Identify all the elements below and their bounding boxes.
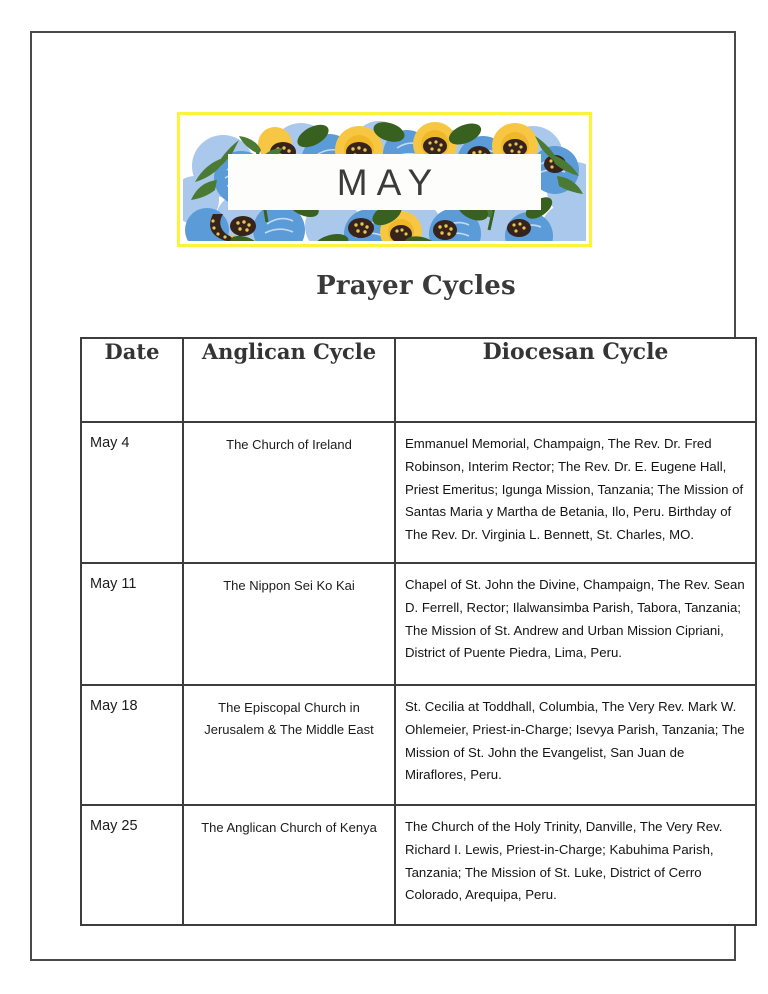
cell-date: May 25 bbox=[81, 805, 183, 925]
prayer-cycles-table bbox=[80, 337, 757, 926]
cell-anglican: The Church of Ireland bbox=[183, 422, 395, 563]
table-row bbox=[81, 422, 756, 563]
table-row bbox=[81, 805, 756, 925]
column-header-anglican: Anglican Cycle bbox=[183, 338, 395, 422]
cell-diocesan: St. Cecilia at Toddhall, Columbia, The Very Rev. Mark W. Ohlemeier, Priest-in-Charge; Isevya Parish, Tanzania; The Mission of St. John the Evangelist, San Juan de Miraflores, Peru. bbox=[395, 685, 756, 805]
month-banner bbox=[177, 112, 592, 247]
cell-date: May 11 bbox=[81, 563, 183, 685]
cell-date: May 18 bbox=[81, 685, 183, 805]
column-header-diocesan: Diocesan Cycle bbox=[395, 338, 756, 422]
page-sheet bbox=[30, 31, 745, 961]
cell-anglican: The Nippon Sei Ko Kai bbox=[183, 563, 395, 685]
table-header-row bbox=[81, 338, 756, 422]
month-label-plate bbox=[228, 154, 541, 210]
cell-diocesan: Chapel of St. John the Divine, Champaign, The Rev. Sean D. Ferrell, Rector; Ilalwansimba Parish, Tabora, Tanzania; The Mission of St. Andrew and Urban Mission Cipriani, District of Puente Piedra, Lima, Peru. bbox=[395, 563, 756, 685]
cell-diocesan: The Church of the Holy Trinity, Danville, The Very Rev. Richard I. Lewis, Priest-in-Charge; Kabuhima Parish, Tanzania; The Mission of St. Luke, District of Cerro Colorado, Arequipa, Peru. bbox=[395, 805, 756, 925]
page-title: Prayer Cycles bbox=[316, 271, 516, 301]
month-label: MAY bbox=[336, 161, 442, 203]
table-row bbox=[81, 563, 756, 685]
table-row bbox=[81, 685, 756, 805]
cell-anglican: The Episcopal Church in Jerusalem & The Middle East bbox=[183, 685, 395, 805]
column-header-date: Date bbox=[81, 338, 183, 422]
cell-diocesan: Emmanuel Memorial, Champaign, The Rev. Dr. Fred Robinson, Interim Rector; The Rev. Dr. E. Eugene Hall, Priest Emeritus; Igunga Mission, Tanzania; The Mission of Santas Maria y Martha de Betania, Ilo, Peru. Birthday of The Rev. Dr. Virginia L. Bennett, St. Charles, MO. bbox=[395, 422, 756, 563]
cell-anglican: The Anglican Church of Kenya bbox=[183, 805, 395, 925]
banner-frame bbox=[177, 112, 592, 247]
cell-date: May 4 bbox=[81, 422, 183, 563]
